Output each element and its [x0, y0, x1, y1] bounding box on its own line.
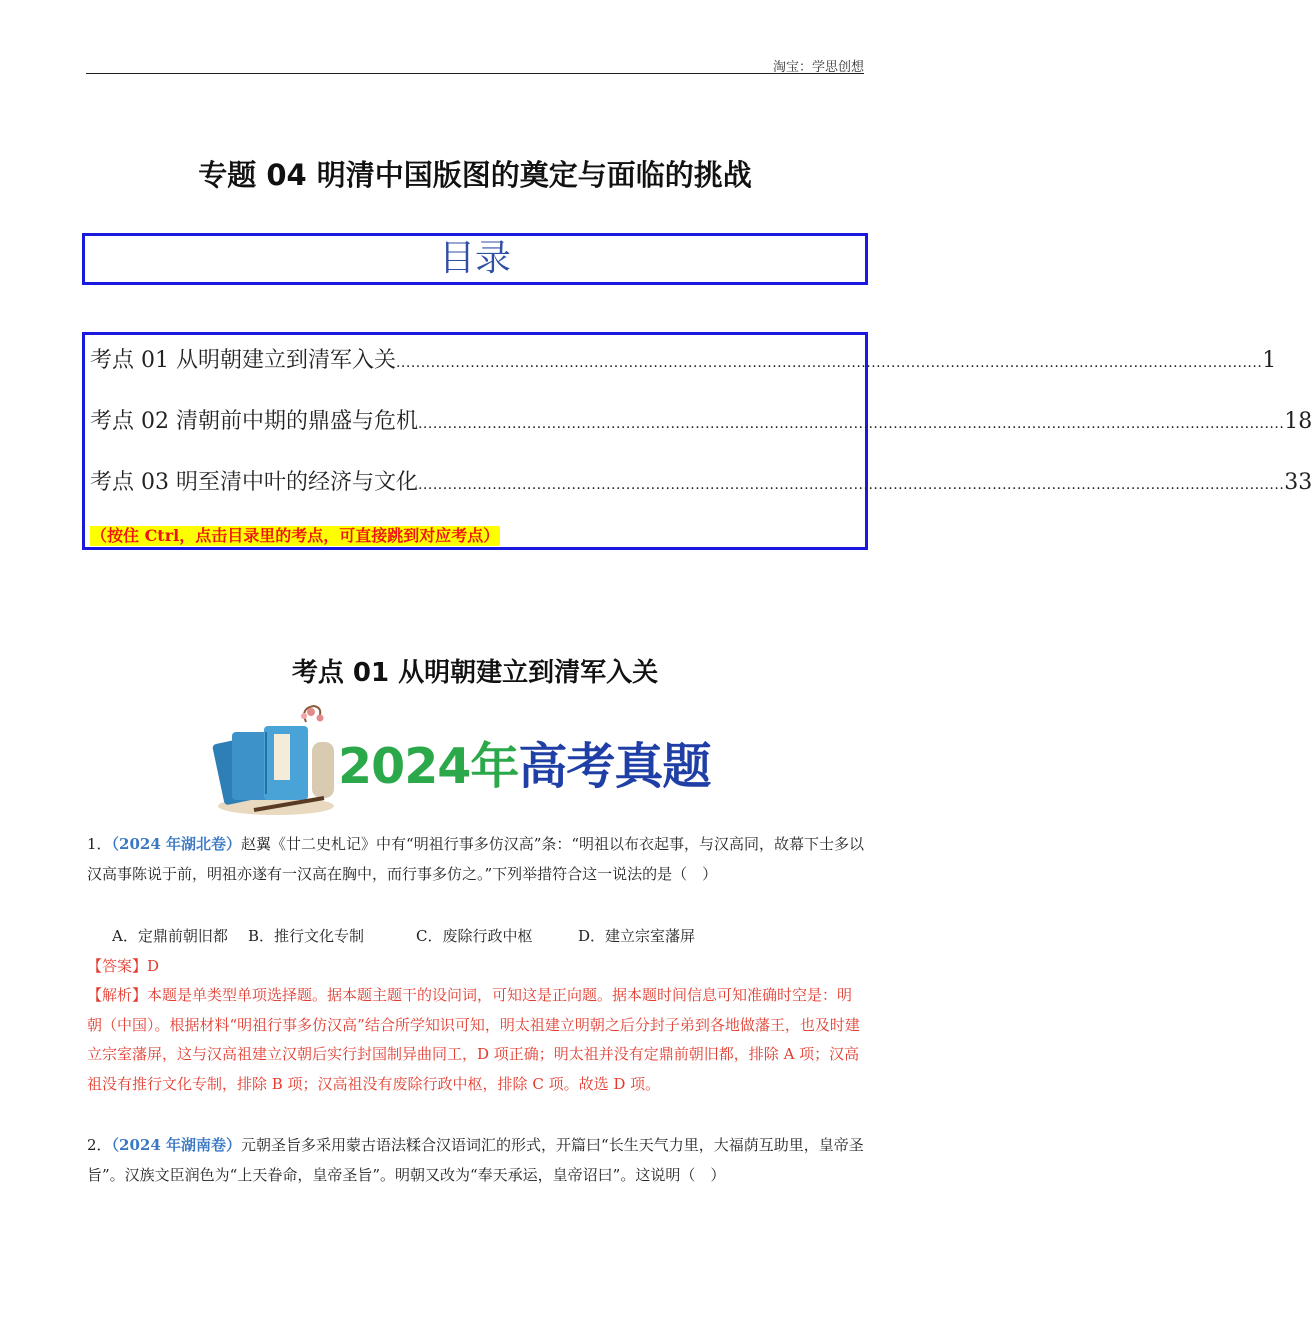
question-number: 1． — [87, 835, 112, 853]
banner-text: 高考真题 — [518, 738, 711, 795]
question-1-options — [112, 922, 695, 951]
analysis-label: 【解析】 — [87, 986, 148, 1004]
toc-link-3[interactable] — [90, 465, 1312, 496]
toc-item-label: 考点 01 从明朝建立到清军入关 — [90, 348, 396, 373]
option-d: D．建立宗室藩屏 — [578, 927, 696, 945]
toc-hint: （按住 Ctrl，点击目录里的考点，可直接跳到对应考点） — [91, 526, 500, 545]
exam-banner — [214, 702, 736, 816]
answer-label: 【答案】 — [87, 957, 148, 975]
toc-item-page: 33 — [1284, 470, 1312, 495]
answer-value: D — [147, 957, 160, 975]
toc-heading-box — [82, 233, 868, 285]
header-rule — [86, 73, 864, 74]
banner-title — [338, 728, 710, 798]
section-title: 考点 01 从明朝建立到清军入关 — [291, 658, 659, 688]
toc-item-page: 1 — [1262, 348, 1277, 373]
books-illustration — [214, 702, 344, 816]
question-1-analysis — [87, 981, 865, 1099]
option-c: C．废除行政中枢 — [416, 927, 533, 945]
question-1-stem — [87, 830, 865, 889]
question-1-answer — [87, 952, 865, 982]
option-b: B．推行文化专制 — [248, 927, 365, 945]
toc-heading: 目录 — [438, 238, 511, 279]
toc-item-label: 考点 03 明至清中叶的经济与文化 — [90, 470, 418, 495]
question-number: 2． — [87, 1136, 112, 1154]
analysis-text: 本题是单类型单项选择题。据本题主题干的设问词，可知这是正向题。据本题时间信息可知准确时空是：明朝（中国）。根据材料“明祖行事多仿汉高”结合所学知识可知，明太祖建立明朝之后分封子弟到各地做藩王，也及时建立宗室藩屏，这与汉高祖建立汉朝后实行封国制异曲同工，D 项正确；明太祖并没有定鼎前朝旧都，排除 A 项；汉高祖没有推行文化专制，排除 B 项；汉高祖没有废除行政中枢，排除 C 项。故选 D 项。 — [87, 986, 860, 1093]
toc-link-1[interactable] — [90, 343, 1277, 374]
question-source: （2024 年湖北卷） — [111, 835, 242, 853]
banner-year: 2024年 — [338, 738, 519, 795]
question-text: 元朝圣旨多采用蒙古语法糅合汉语词汇的形式，开篇曰“长生天气力里，大福荫互助里，皇帝圣旨”。汉族文臣润色为“上天眷命，皇帝圣旨”。明朝又改为“奉天承运，皇帝诏曰”。这说明（ ） — [87, 1136, 864, 1184]
toc-box — [82, 332, 1312, 550]
toc-leader-dots: ............................................................................................................................................................................... — [417, 477, 1285, 493]
question-text: 赵翼《廿二史札记》中有“明祖行事多仿汉高”条：“明祖以布衣起事，与汉高同，故幕下士多以汉高事陈说于前，明祖亦遂有一汉高在胸中，而行事多仿之。”下列举措符合这一说法的是（ ） — [87, 835, 865, 883]
toc-item-label: 考点 02 清朝前中期的鼎盛与危机 — [90, 409, 418, 434]
toc-leader-dots: ............................................................................................................................................................................... — [395, 355, 1263, 371]
question-source: （2024 年湖南卷） — [111, 1136, 242, 1154]
document-title: 专题 04 明清中国版图的奠定与面临的挑战 — [198, 158, 752, 192]
toc-item-page: 18 — [1284, 409, 1312, 434]
question-2-stem — [87, 1131, 865, 1190]
toc-leader-dots: ............................................................................................................................................................................... — [417, 416, 1285, 432]
header-note: 淘宝：学思创想 — [772, 60, 864, 75]
toc-link-2[interactable] — [90, 404, 1312, 435]
option-a: A．定鼎前朝旧都 — [112, 927, 228, 945]
